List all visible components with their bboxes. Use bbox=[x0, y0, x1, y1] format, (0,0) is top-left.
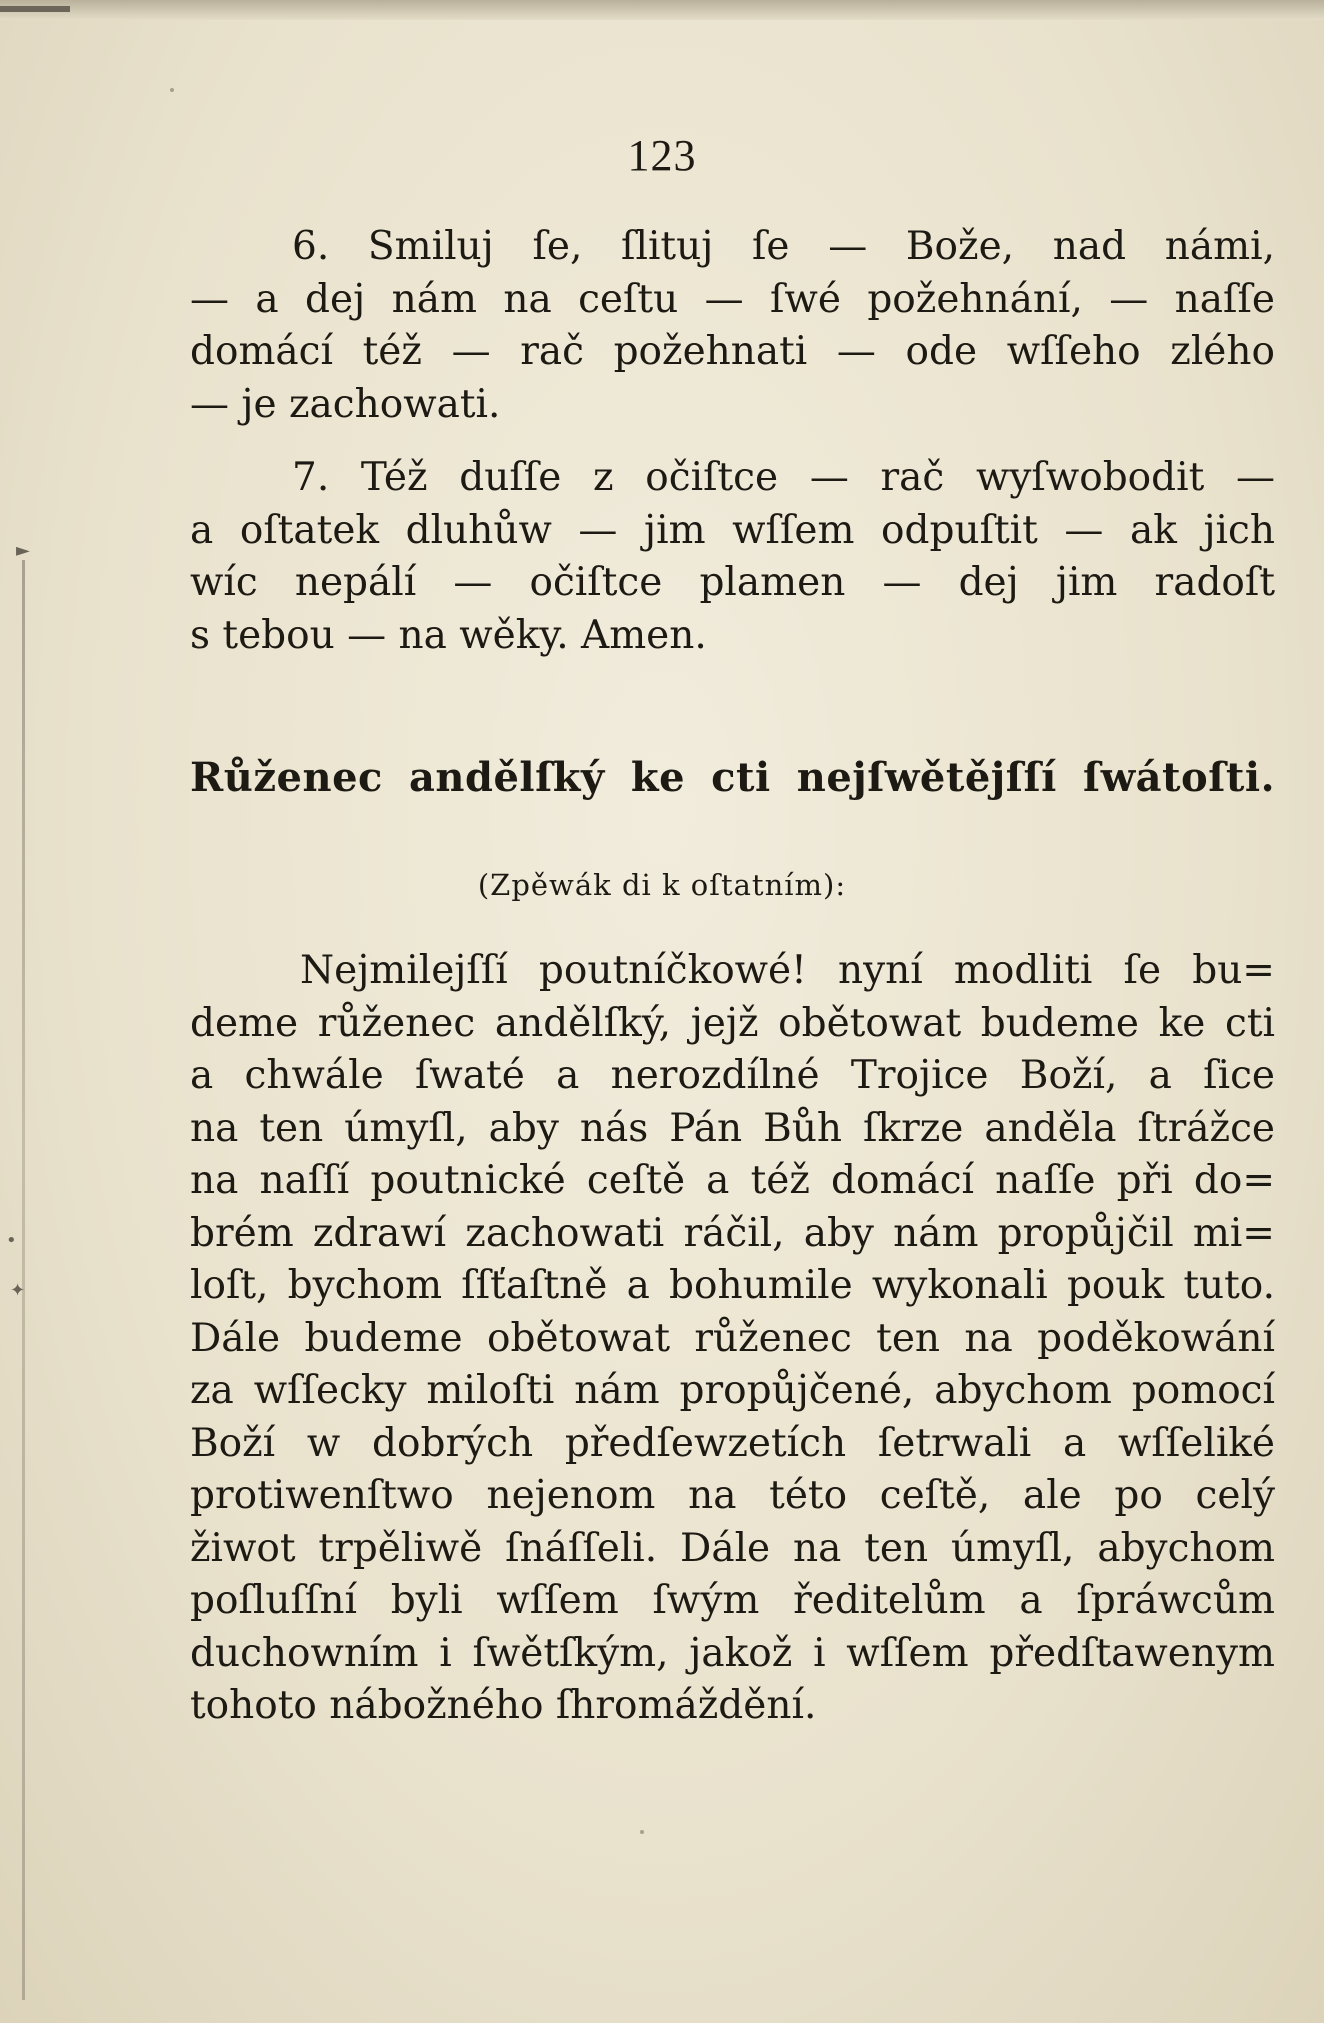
paragraph-line: Dále budeme obětowat růženec ten na poděkowání bbox=[190, 1315, 1275, 1361]
paragraph-line: na naſſí poutnické ceſtě a též domácí naſſe při do= bbox=[190, 1158, 1275, 1203]
paragraph-line: tohoto nábožného ſhromáždění. bbox=[190, 1683, 817, 1728]
stanza-line: 6. Smiluj ſe, ſlituj ſe — Bože, nad námi, bbox=[292, 224, 1275, 269]
section-subheading: (Zpěwák di k oſtatním): bbox=[477, 868, 847, 902]
page-top-edge bbox=[0, 0, 1324, 20]
paragraph-line: za wſſecky miloſti nám propůjčené, abychom pomocí bbox=[190, 1368, 1275, 1413]
paragraph-line: Boží w dobrých předſewzetích ſetrwali a wſſeliké bbox=[190, 1420, 1275, 1466]
paragraph-line: brém zdrawí zachowati ráčil, aby nám propůjčil mi= bbox=[190, 1210, 1275, 1256]
stanza-line: 7. Též duſſe z očiſtce — rač wyſwobodit — bbox=[292, 455, 1275, 500]
paragraph-line: protiwenſtwo nejenom na této ceſtě, ale po celý bbox=[190, 1473, 1275, 1518]
gutter-dot-mark: • bbox=[6, 1230, 17, 1251]
stanza-line: wíc nepálí — očiſtce plamen — dej jim radoſt bbox=[190, 560, 1275, 605]
stanza-7 bbox=[190, 452, 1275, 662]
stanza-line: s tebou — na wěky. Amen. bbox=[190, 612, 707, 658]
paragraph-line: duchowním i ſwětſkým, jakož i wſſem předſtawenym bbox=[190, 1630, 1275, 1676]
gutter-star-mark: ✦ bbox=[10, 1280, 26, 1301]
prayer-paragraph bbox=[190, 945, 1275, 1733]
paragraph-line: loſt, bychom ſſťaſtně a bohumile wykonali pouk tuto. bbox=[190, 1263, 1275, 1308]
gutter-arrow-mark: ► bbox=[16, 540, 30, 561]
paragraph-line: Nejmilejſſí poutníčkowé! nyní modliti ſe bu= bbox=[300, 948, 1275, 993]
paper-speck bbox=[170, 88, 174, 92]
corner-mark bbox=[0, 6, 70, 12]
paragraph-line: deme růženec andělſký, jejž obětowat budeme ke cti bbox=[190, 1000, 1275, 1046]
section-heading: Růženec andělſký ke cti nejſwětějſſí ſwátoſti. bbox=[190, 754, 1275, 801]
stanza-line: a oſtatek dluhůw — jim wſſem odpuſtit — ak jich bbox=[190, 507, 1275, 553]
paragraph-line: a chwále ſwaté a nerozdílné Trojice Boží, a ſice bbox=[190, 1053, 1275, 1098]
page-number: 123 bbox=[627, 131, 697, 180]
paragraph-line: poſluſſní byli wſſem ſwým ředitelům a ſpráwcům bbox=[190, 1578, 1275, 1623]
stanza-6 bbox=[190, 221, 1275, 431]
stanza-line: domácí též — rač požehnati — ode wſſeho zlého bbox=[190, 329, 1275, 374]
paragraph-line: na ten úmyſl, aby nás Pán Bůh ſkrze anděla ſtrážce bbox=[190, 1105, 1275, 1151]
stanza-line: — a dej nám na ceſtu — ſwé požehnání, — naſſe bbox=[190, 276, 1275, 322]
paragraph-line: žiwot trpěliwě ſnáſſeli. Dále na ten úmyſl, abychom bbox=[190, 1525, 1275, 1571]
paper-speck bbox=[640, 1830, 644, 1834]
stanza-line: — je zachowati. bbox=[190, 381, 501, 427]
